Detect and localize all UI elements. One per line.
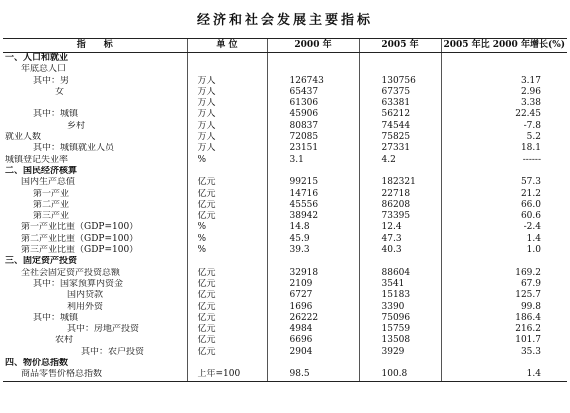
- row-growth: 66.0: [441, 200, 567, 211]
- row-growth: 1.4: [441, 369, 567, 381]
- row-value-2005: 15183: [359, 290, 441, 301]
- row-unit: 万人: [187, 76, 267, 87]
- row-value-2005: 182321: [359, 177, 441, 188]
- header-indicator: 指 标: [3, 39, 187, 53]
- row-growth: [441, 166, 567, 177]
- row-unit: 亿元: [187, 290, 267, 301]
- header-2000: 2000 年: [267, 39, 359, 53]
- row-value-2000: 80837: [267, 121, 359, 132]
- row-indicator: 农村: [55, 335, 74, 346]
- row-value-2005: 3929: [359, 347, 441, 358]
- indicators-table: [3, 38, 567, 382]
- row-unit: 亿元: [187, 177, 267, 188]
- row-value-2005: 40.3: [359, 245, 441, 256]
- row-growth: [441, 64, 567, 75]
- row-value-2000: 32918: [267, 268, 359, 279]
- row-unit: %: [187, 222, 267, 233]
- row-unit: 亿元: [187, 335, 267, 346]
- row-indicator: 年底总人口: [21, 64, 67, 75]
- row-indicator: [3, 98, 187, 109]
- row-value-2000: 99215: [267, 177, 359, 188]
- row-value-2000: 38942: [267, 211, 359, 222]
- table-row: [3, 155, 567, 166]
- row-unit: 亿元: [187, 200, 267, 211]
- row-growth: 99.8: [441, 302, 567, 313]
- row-value-2000: 14.8: [267, 222, 359, 233]
- row-value-2005: [359, 64, 441, 75]
- row-value-2005: [359, 53, 441, 65]
- row-value-2000: 23151: [267, 143, 359, 154]
- row-indicator: 女: [55, 86, 65, 97]
- row-indicator: 第二产业比重（GDP=100）: [21, 233, 139, 244]
- table-row: [3, 268, 567, 279]
- row-unit: %: [187, 245, 267, 256]
- row-growth: 1.4: [441, 234, 567, 245]
- row-unit: %: [187, 234, 267, 245]
- row-indicator: 第一产业: [33, 188, 70, 199]
- table-row: [3, 132, 567, 143]
- row-indicator: 第二产业: [33, 199, 70, 210]
- row-value-2000: 126743: [267, 76, 359, 87]
- row-indicator: 其中：房地产投资: [67, 324, 140, 335]
- row-unit: 亿元: [187, 302, 267, 313]
- table-row: [3, 98, 567, 109]
- row-value-2005: 86208: [359, 200, 441, 211]
- row-value-2000: 1696: [267, 302, 359, 313]
- row-value-2005: 130756: [359, 76, 441, 87]
- table-row: [3, 290, 567, 301]
- table-row: [3, 234, 567, 245]
- row-indicator: 国内贷款: [67, 290, 104, 301]
- row-growth: -2.4: [441, 222, 567, 233]
- row-value-2000: 3.1: [267, 155, 359, 166]
- row-unit: 亿元: [187, 324, 267, 335]
- row-indicator: 国内生产总值: [21, 177, 76, 188]
- table-row: [3, 189, 567, 200]
- table-row: [3, 166, 567, 177]
- table-row: [3, 347, 567, 358]
- row-growth: ------: [441, 155, 567, 166]
- table-row: [3, 53, 567, 65]
- row-growth: 57.3: [441, 177, 567, 188]
- row-growth: 3.17: [441, 76, 567, 87]
- row-indicator: 其中：农户投资: [81, 346, 145, 357]
- row-unit: 万人: [187, 132, 267, 143]
- row-growth: 186.4: [441, 313, 567, 324]
- row-value-2005: 56212: [359, 109, 441, 120]
- row-growth: 1.0: [441, 245, 567, 256]
- row-unit: 亿元: [187, 313, 267, 324]
- row-value-2005: 67375: [359, 87, 441, 98]
- row-unit: 万人: [187, 87, 267, 98]
- row-indicator: 城镇登记失业率: [5, 154, 69, 165]
- row-growth: 35.3: [441, 347, 567, 358]
- row-value-2000: [267, 256, 359, 267]
- row-value-2000: 45.9: [267, 234, 359, 245]
- row-unit: 万人: [187, 98, 267, 109]
- row-indicator: 第一产业比重（GDP=100）: [21, 222, 139, 233]
- row-indicator: 四、物价总指数: [5, 358, 69, 369]
- header-unit: 单 位: [187, 39, 267, 53]
- row-indicator: 三、固定资产投资: [5, 256, 78, 267]
- row-value-2005: 13508: [359, 335, 441, 346]
- row-value-2005: [359, 256, 441, 267]
- table-header-row: [3, 39, 567, 53]
- row-value-2005: 75096: [359, 313, 441, 324]
- row-value-2000: [267, 53, 359, 65]
- row-value-2000: 4984: [267, 324, 359, 335]
- row-indicator: 乡村: [67, 120, 86, 131]
- row-unit: [187, 358, 267, 369]
- row-indicator: 一、人口和就业: [5, 53, 69, 63]
- row-value-2005: 47.3: [359, 234, 441, 245]
- table-row: [3, 76, 567, 87]
- row-value-2000: 98.5: [267, 369, 359, 381]
- row-value-2000: 65437: [267, 87, 359, 98]
- header-2005: 2005 年: [359, 39, 441, 53]
- row-value-2000: 2109: [267, 279, 359, 290]
- row-value-2000: [267, 358, 359, 369]
- row-value-2005: 22718: [359, 189, 441, 200]
- table-row: [3, 64, 567, 75]
- row-unit: 亿元: [187, 268, 267, 279]
- row-unit: [187, 53, 267, 65]
- row-value-2005: [359, 166, 441, 177]
- row-unit: 万人: [187, 121, 267, 132]
- row-unit: %: [187, 155, 267, 166]
- row-value-2005: 15759: [359, 324, 441, 335]
- row-indicator: 就业人数: [5, 132, 42, 143]
- row-unit: [187, 64, 267, 75]
- table-row: [3, 256, 567, 267]
- row-indicator: 其中：城镇: [33, 109, 79, 120]
- row-indicator: 商品零售价格总指数: [3, 369, 187, 381]
- row-value-2005: 12.4: [359, 222, 441, 233]
- row-indicator: 二、国民经济核算: [5, 165, 78, 176]
- table-row: [3, 222, 567, 233]
- table-row: [3, 109, 567, 120]
- table-row: [3, 313, 567, 324]
- row-growth: [441, 53, 567, 65]
- row-growth: 5.2: [441, 132, 567, 143]
- row-value-2005: 27331: [359, 143, 441, 154]
- row-value-2000: 14716: [267, 189, 359, 200]
- row-growth: 2.96: [441, 87, 567, 98]
- row-value-2000: 26222: [267, 313, 359, 324]
- table-row: [3, 211, 567, 222]
- row-value-2000: 39.3: [267, 245, 359, 256]
- table-row: [3, 177, 567, 188]
- row-growth: 67.9: [441, 279, 567, 290]
- row-value-2005: 4.2: [359, 155, 441, 166]
- page-title: 经济和社会发展主要指标: [196, 13, 373, 28]
- row-growth: -7.8: [441, 121, 567, 132]
- row-growth: 18.1: [441, 143, 567, 154]
- row-value-2005: 88604: [359, 268, 441, 279]
- row-value-2005: 75825: [359, 132, 441, 143]
- table-row: [3, 200, 567, 211]
- row-value-2000: 45556: [267, 200, 359, 211]
- row-value-2000: 72085: [267, 132, 359, 143]
- row-indicator: 其中：城镇: [33, 312, 79, 323]
- row-unit: 亿元: [187, 279, 267, 290]
- row-growth: 101.7: [441, 335, 567, 346]
- row-indicator: 利用外资: [67, 301, 104, 312]
- row-growth: [441, 358, 567, 369]
- row-value-2005: [359, 358, 441, 369]
- row-value-2005: 3541: [359, 279, 441, 290]
- row-value-2005: 3390: [359, 302, 441, 313]
- table-row: [3, 245, 567, 256]
- row-indicator: 第三产业比重（GDP=100）: [21, 245, 139, 256]
- header-growth: 2005 年比 2000 年增长(%): [441, 39, 567, 53]
- table-row: [3, 324, 567, 335]
- row-growth: 125.7: [441, 290, 567, 301]
- table-row: [3, 121, 567, 132]
- row-value-2000: 61306: [267, 98, 359, 109]
- table-row: [3, 279, 567, 290]
- row-indicator: 全社会固定资产投资总额: [21, 267, 121, 278]
- row-unit: 亿元: [187, 347, 267, 358]
- row-indicator: 第三产业: [33, 211, 70, 222]
- row-indicator: 其中：男: [33, 75, 70, 86]
- row-unit: 万人: [187, 109, 267, 120]
- row-growth: 22.45: [441, 109, 567, 120]
- table-row: [3, 302, 567, 313]
- row-growth: 21.2: [441, 189, 567, 200]
- table-row: [3, 335, 567, 346]
- row-unit: 亿元: [187, 189, 267, 200]
- row-unit: [187, 256, 267, 267]
- row-indicator: 其中：城镇就业人员: [33, 143, 115, 154]
- row-unit: 万人: [187, 143, 267, 154]
- row-unit: 上年=100: [187, 369, 267, 381]
- row-value-2000: [267, 166, 359, 177]
- row-value-2005: 63381: [359, 98, 441, 109]
- row-value-2000: 6727: [267, 290, 359, 301]
- row-indicator: 其中：国家预算内资金: [33, 278, 124, 289]
- row-value-2000: [267, 64, 359, 75]
- table-row: [3, 87, 567, 98]
- row-value-2005: 74544: [359, 121, 441, 132]
- row-value-2005: 100.8: [359, 369, 441, 381]
- row-value-2000: 45906: [267, 109, 359, 120]
- row-value-2000: 6696: [267, 335, 359, 346]
- table-row: [3, 143, 567, 154]
- table-row: [3, 358, 567, 369]
- row-unit: 亿元: [187, 211, 267, 222]
- row-growth: 3.38: [441, 98, 567, 109]
- row-growth: 169.2: [441, 268, 567, 279]
- row-growth: 60.6: [441, 211, 567, 222]
- row-growth: [441, 256, 567, 267]
- row-unit: [187, 166, 267, 177]
- row-value-2000: 2904: [267, 347, 359, 358]
- table-row: [3, 369, 567, 381]
- row-growth: 216.2: [441, 324, 567, 335]
- row-value-2005: 73395: [359, 211, 441, 222]
